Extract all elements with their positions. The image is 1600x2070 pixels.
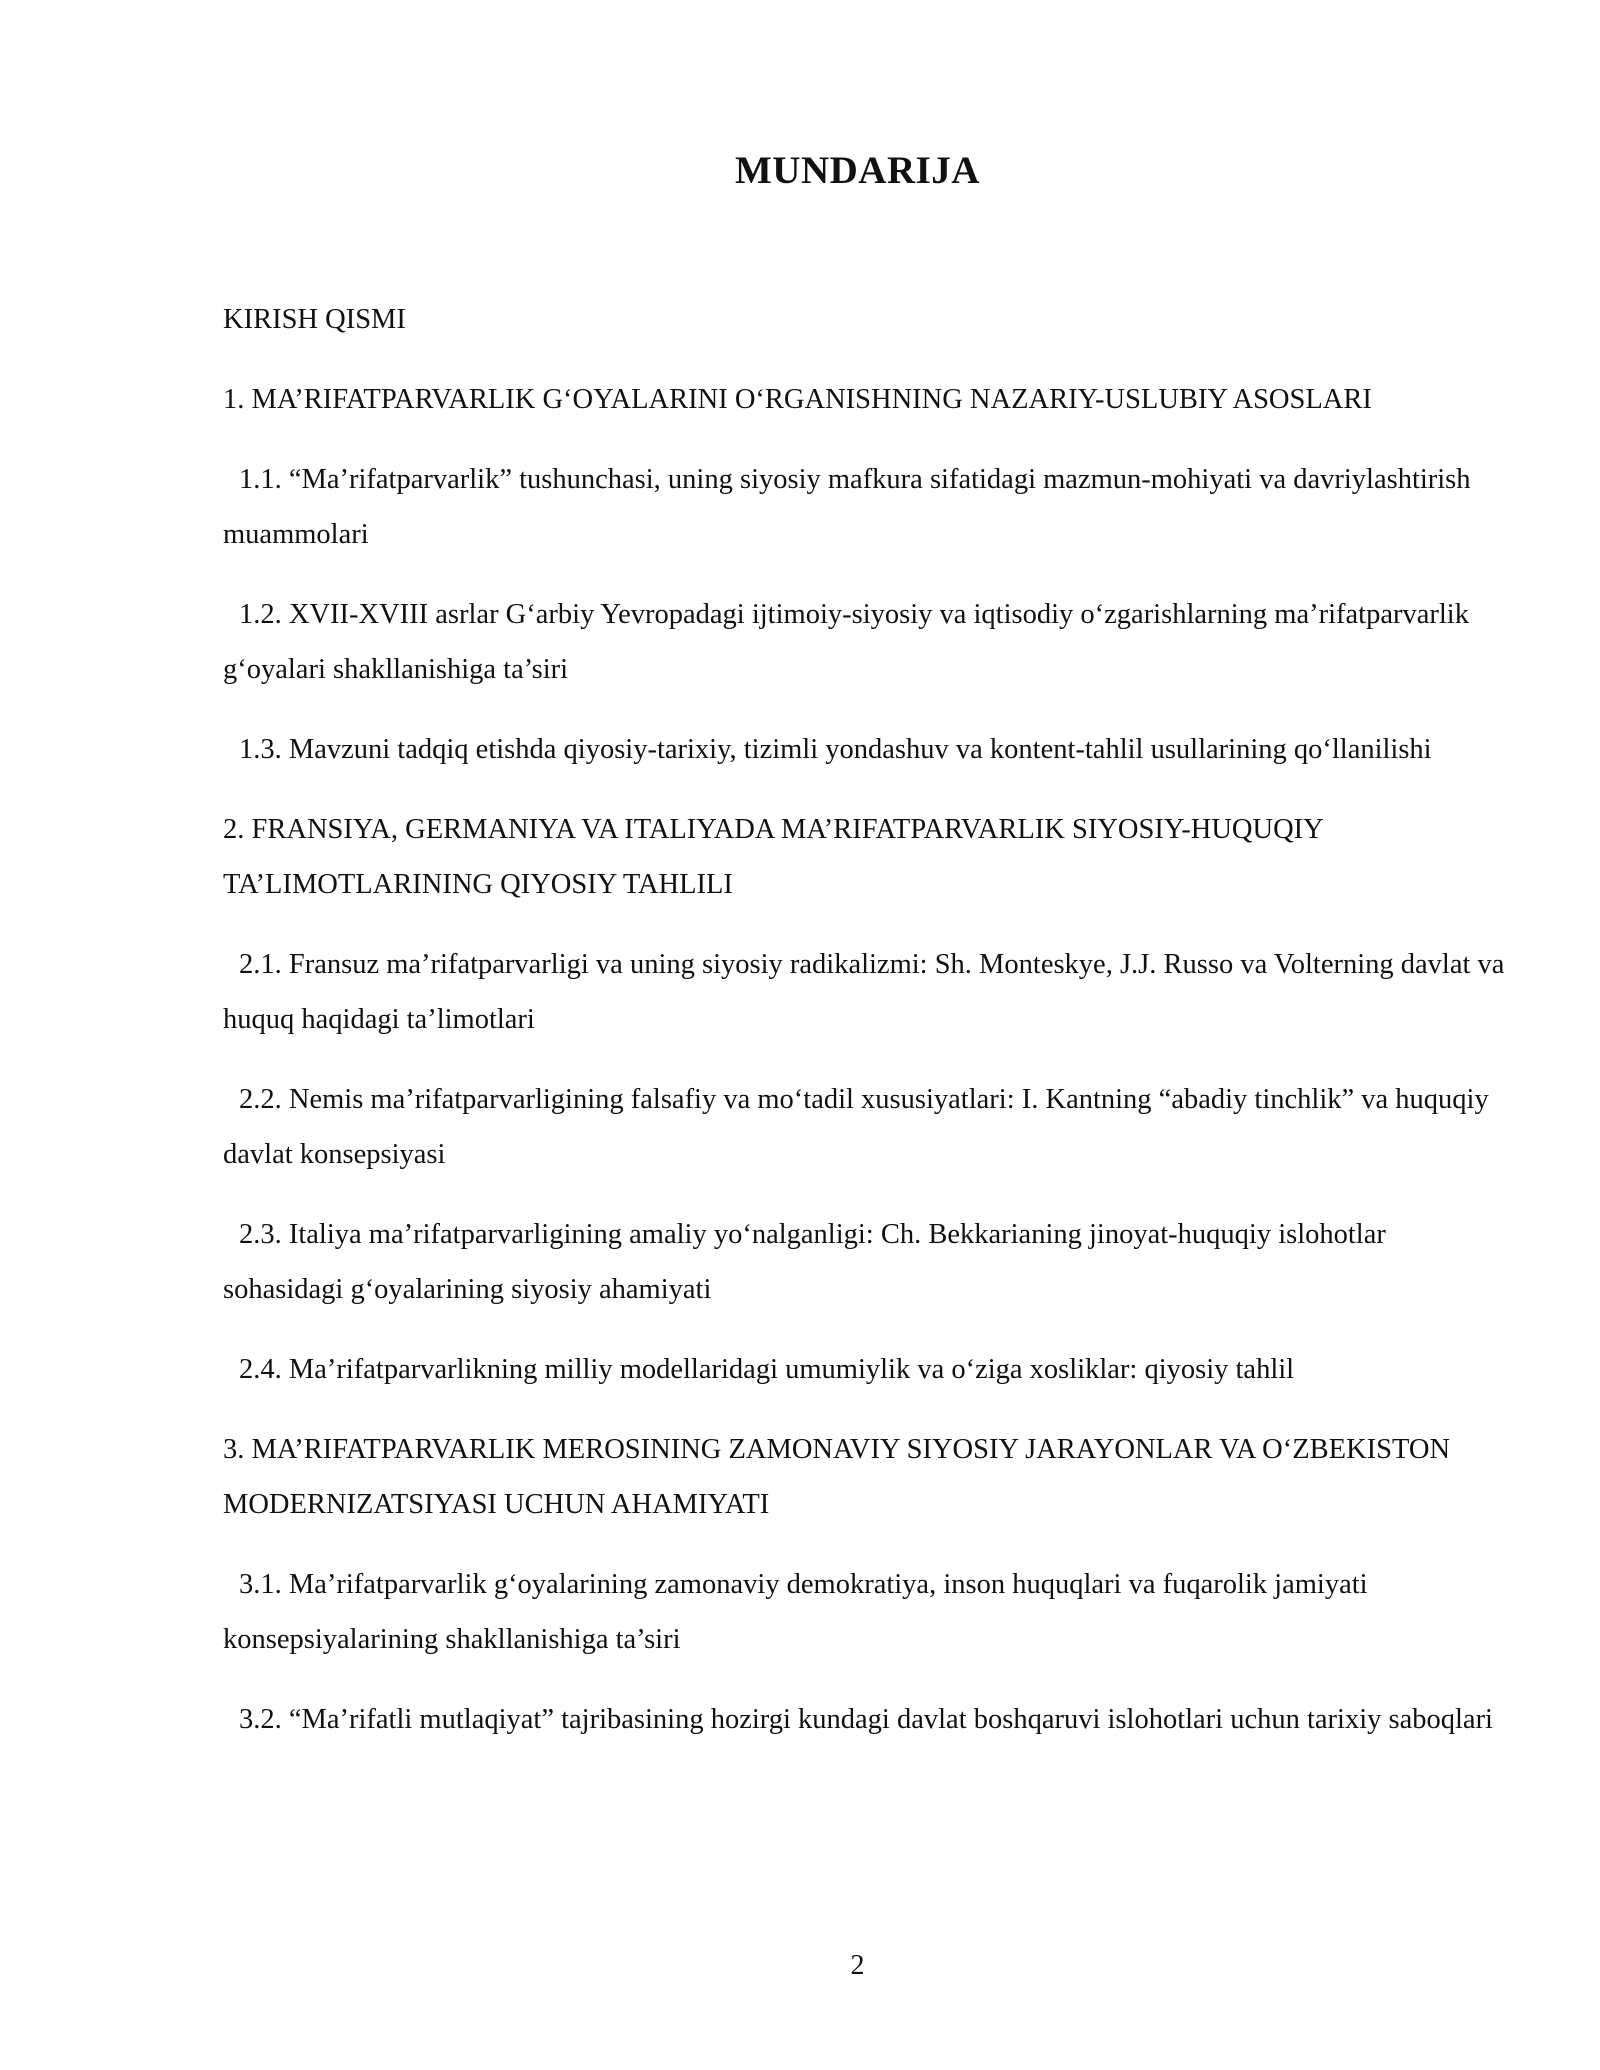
toc-entry-text: Ma’rifatparvarlik g‘oyalarining zamonaviy demokratiya, inson huquqlari va fuqarolik jamiyati konsepsiyalarining shakllanishiga ta’siri	[223, 1569, 1368, 1655]
toc-entry-number: 3.2.	[239, 1704, 282, 1735]
toc-entry-chapter-2	[223, 802, 1508, 912]
toc-entry-section-2-2	[223, 1072, 1508, 1182]
toc-entry-section-2-4	[223, 1342, 1508, 1397]
toc-entry-text: Italiya ma’rifatparvarligining amaliy yo‘nalganligi: Ch. Bekkarianing jinoyat-huquqiy islohotlar sohasidagi g‘oyalarining siyosiy ahamiyati	[223, 1219, 1386, 1305]
toc-entry-introduction	[223, 292, 1508, 347]
toc-entry-number: 2.4.	[239, 1354, 282, 1385]
toc-entry-number: 1.	[223, 384, 245, 415]
toc-entry-section-1-1	[223, 452, 1508, 562]
toc-entry-text: “Ma’rifatli mutlaqiyat” tajribasining hozirgi kundagi davlat boshqaruvi islohotlari uchun tarixiy saboqlari	[288, 1704, 1493, 1735]
toc-entry-text: Ma’rifatparvarlikning milliy modellaridagi umumiylik va o‘ziga xosliklar: qiyosiy tahlil	[288, 1354, 1295, 1385]
toc-entry-number: 2.1.	[239, 949, 282, 980]
toc-entry-number: 3.1.	[239, 1569, 282, 1600]
toc-entry-text: KIRISH QISMI	[223, 304, 406, 335]
toc-entry-number: 2.	[223, 814, 245, 845]
toc-entry-section-3-1	[223, 1557, 1508, 1667]
table-of-contents	[223, 292, 1508, 1772]
toc-entry-text: “Ma’rifatparvarlik” tushunchasi, uning siyosiy mafkura sifatidagi mazmun-mohiyati va davriylashtirish muammolari	[223, 464, 1471, 550]
toc-entry-text: Mavzuni tadqiq etishda qiyosiy-tarixiy, tizimli yondashuv va kontent-tahlil usullarining qo‘llanilishi	[288, 734, 1432, 765]
toc-entry-number: 1.2.	[239, 599, 282, 630]
toc-entry-section-2-3	[223, 1207, 1508, 1317]
toc-entry-section-1-3	[223, 722, 1508, 777]
toc-entry-text: Fransuz ma’rifatparvarligi va uning siyosiy radikalizmi: Sh. Monteskye, J.J. Russo va Volterning davlat va huquq haqidagi ta’limotlari	[223, 949, 1505, 1035]
toc-entry-number: 3.	[223, 1434, 245, 1465]
page-title: MUNDARIJA	[735, 149, 980, 192]
toc-entry-number: 2.2.	[239, 1084, 282, 1115]
toc-entry-chapter-3	[223, 1422, 1508, 1532]
toc-entry-section-2-1	[223, 937, 1508, 1047]
toc-entry-text: FRANSIYA, GERMANIYA VA ITALIYADA MA’RIFATPARVARLIK SIYOSIY-HUQUQIY TA’LIMOTLARINING QIYOSIY TAHLILI	[223, 814, 1323, 900]
toc-entry-number: 1.1.	[239, 464, 282, 495]
toc-entry-text: Nemis ma’rifatparvarligining falsafiy va mo‘tadil xususiyatlari: I. Kantning “abadiy tinchlik” va huquqiy davlat konsepsiyasi	[223, 1084, 1489, 1170]
toc-entry-chapter-1	[223, 372, 1508, 427]
page-number: 2	[850, 1950, 865, 1981]
toc-entry-text: MA’RIFATPARVARLIK G‘OYALARINI O‘RGANISHNING NAZARIY-USLUBIY ASOSLARI	[251, 384, 1372, 415]
toc-entry-number: 2.3.	[239, 1219, 282, 1250]
toc-entry-text: XVII-XVIII asrlar G‘arbiy Yevropadagi ijtimoiy-siyosiy va iqtisodiy o‘zgarishlarning ma’rifatparvarlik g‘oyalari shakllanishiga ta’siri	[223, 599, 1469, 685]
toc-entry-number: 1.3.	[239, 734, 282, 765]
toc-entry-section-1-2	[223, 587, 1508, 697]
toc-entry-section-3-2	[223, 1692, 1508, 1747]
toc-entry-text: MA’RIFATPARVARLIK MEROSINING ZAMONAVIY SIYOSIY JARAYONLAR VA O‘ZBEKISTON MODERNIZATSIYASI UCHUN AHAMIYATI	[223, 1434, 1451, 1520]
